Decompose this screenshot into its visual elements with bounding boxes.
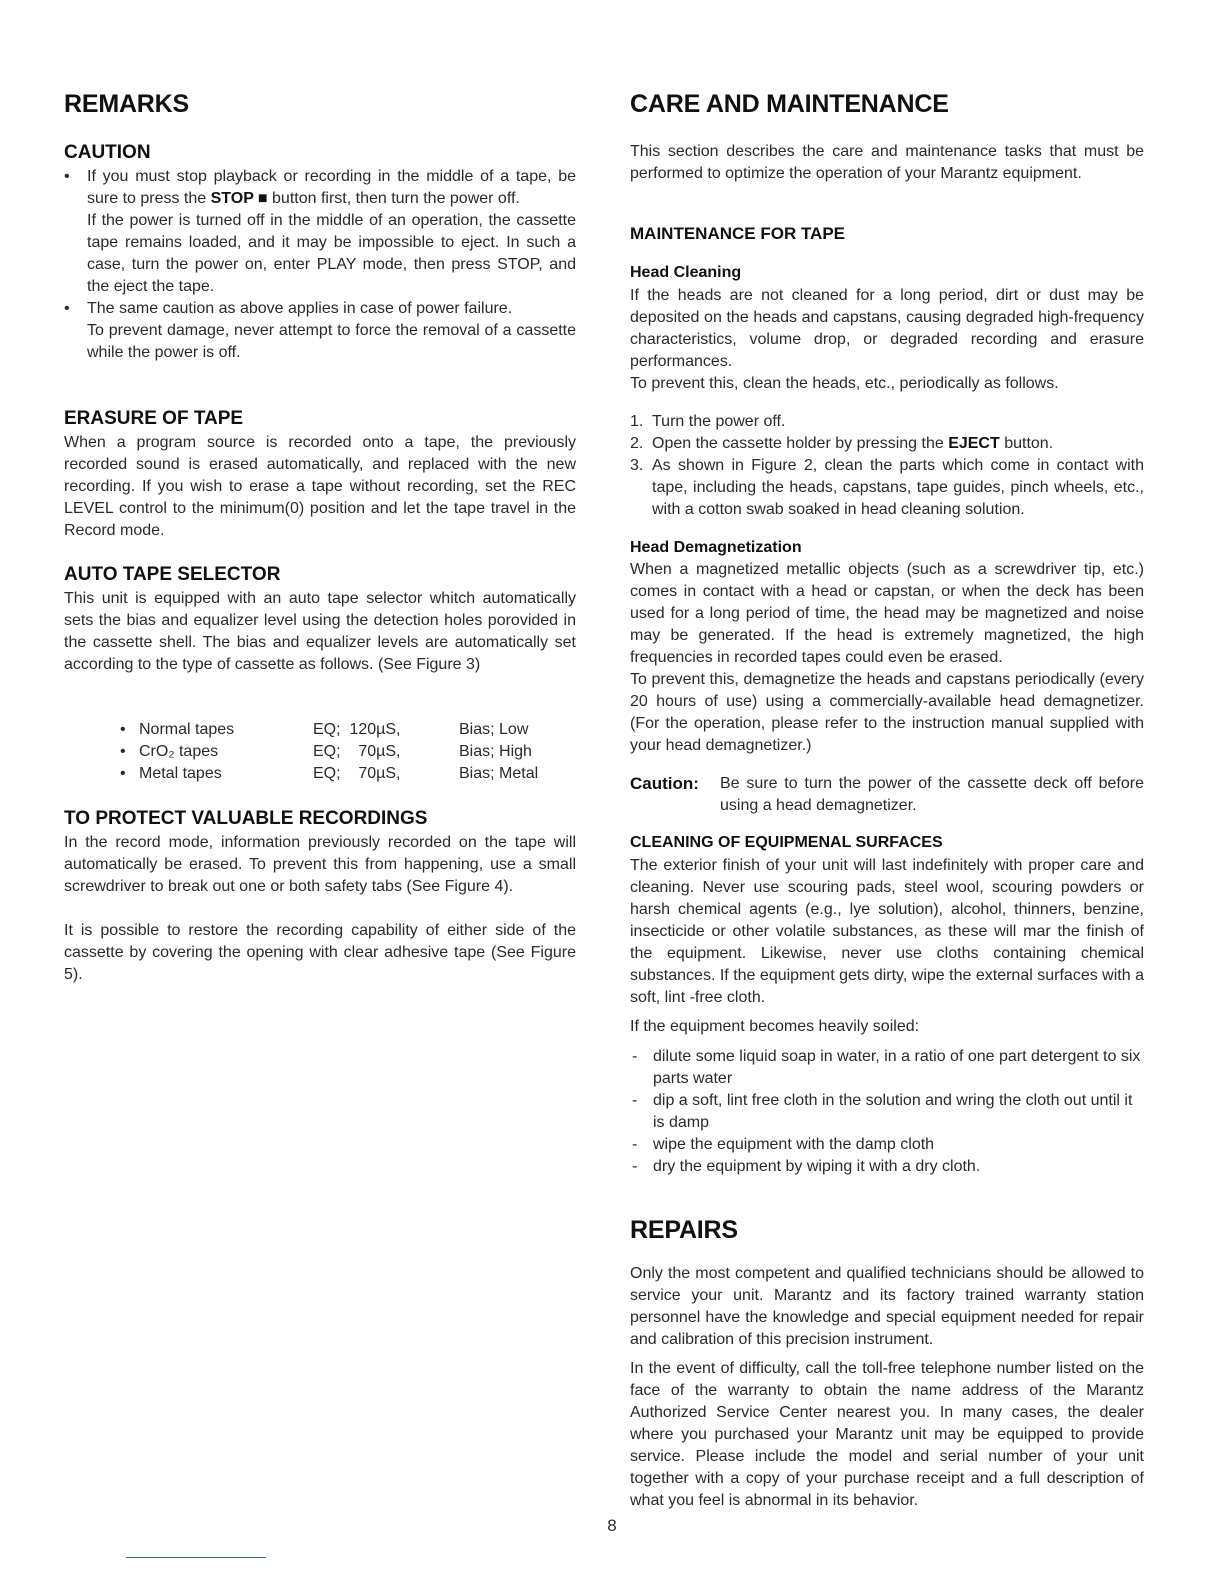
- cleaning-text-2: If the equipment becomes heavily soiled:: [630, 1018, 920, 1035]
- maintenance-heading: MAINTENANCE FOR TAPE: [630, 224, 846, 243]
- step-item: 3. As shown in Figure 2, clean the parts which come in contact with tape, including the heads, capstans, tape guides, pinch wheels, etc., with a cotton swab soaked in head cleaning solution.: [630, 457, 1144, 518]
- list-item: - wipe the equipment with the damp cloth: [630, 1134, 1144, 1156]
- caution-heading: CAUTION: [64, 142, 151, 163]
- stop-label: STOP: [210, 190, 254, 207]
- list-item: - dip a soft, lint free cloth in the solution and wring the cloth out until it is damp: [630, 1090, 1144, 1134]
- repairs-text-2: In the event of difficulty, call the toll-free telephone number listed on the face of the warranty to obtain the name address of the Marantz Authorized Service Center nearest you. In many cases, the dealer where you purchased your Marantz unit may be equipped to provide service. Please include the model and serial number of your unit together with a copy of your purchase receipt and a full description of what you feel is abnormal in its behavior.: [630, 1360, 1144, 1509]
- cleaning-heading: CLEANING OF EQUIPMENAL SURFACES: [630, 834, 943, 851]
- page-number: 8: [607, 1516, 617, 1535]
- list-item: - dilute some liquid soap in water, in a ratio of one part detergent to six parts water: [630, 1046, 1144, 1090]
- bullet-icon: •: [120, 765, 126, 782]
- protect-heading: TO PROTECT VALUABLE RECORDINGS: [64, 808, 428, 829]
- cleaning-steps-list: [630, 1046, 1144, 1178]
- step-item: 2. Open the cassette holder by pressing the EJECT button.: [630, 435, 1054, 452]
- list-item: - dry the equipment by wiping it with a dry cloth.: [630, 1156, 1144, 1178]
- stop-symbol-icon: ■: [257, 190, 268, 207]
- care-intro: This section describes the care and maintenance tasks that must be performed to optimize the operation of your Marantz equipment.: [630, 143, 1144, 182]
- head-cleaning-text-2: To prevent this, clean the heads, etc., periodically as follows.: [630, 375, 1059, 392]
- auto-tape-heading: AUTO TAPE SELECTOR: [64, 564, 281, 585]
- remarks-title: REMARKS: [64, 90, 189, 118]
- demag-text-2: To prevent this, demagnetize the heads and capstans periodically (every 20 hours of use) using a commercially-available head demagnetizer. (For the operation, please refer to the instruction manual supplied with your head demagnetizer.): [630, 671, 1144, 754]
- care-title: CARE AND MAINTENANCE: [630, 90, 949, 118]
- protect-text-2: It is possible to restore the recording capability of either side of the cassette by covering the opening with clear adhesive tape (See Figure 5).: [64, 922, 576, 983]
- cleaning-steps: [630, 411, 1144, 521]
- head-cleaning-text-1: If the heads are not cleaned for a long period, dirt or dust may be deposited on the heads and capstans, causing degraded high-frequency characteristics, volume drop, or degraded recording and erasure performances.: [630, 287, 1144, 370]
- cleaning-text-1: The exterior finish of your unit will last indefinitely with proper care and cleaning. Never use scouring pads, steel wool, scouring powders or harsh chemical agents (e.g., lye solution), alcohol, thinners, benzine, insecticide or other volatile substances, as these will mar the finish of the equipment. Likewise, never use cloths containing chemical substances. If the equipment gets dirty, wipe the external surfaces with a soft, lint -free cloth.: [630, 857, 1144, 1006]
- caution-list: [64, 166, 576, 364]
- eject-label: EJECT: [948, 435, 1000, 452]
- head-cleaning-heading: Head Cleaning: [630, 264, 742, 281]
- demag-caution: Caution: Be sure to turn the power of the cassette deck off before using a head demagnetizer.: [630, 774, 1144, 814]
- bullet-icon: •: [120, 743, 126, 760]
- bullet-icon: •: [120, 721, 126, 738]
- tape-row: • Normal tapes EQ; 120µS, Bias; Low: [120, 719, 580, 741]
- repairs-title: REPAIRS: [630, 1216, 738, 1244]
- erasure-heading: ERASURE OF TAPE: [64, 408, 244, 429]
- caution-label: Caution:: [630, 774, 699, 793]
- footer-divider: [126, 1557, 266, 1558]
- step-item: 1. Turn the power off.: [630, 413, 786, 430]
- tape-row: • CrO₂ tapes EQ; 70µS, Bias; High: [120, 741, 580, 763]
- repairs-text-1: Only the most competent and qualified technicians should be allowed to service your unit. Marantz and its factory trained warranty station personnel have the knowledge and special equipment needed for repair and calibration of this precision instrument.: [630, 1265, 1144, 1348]
- protect-text-1: In the record mode, information previously recorded on the tape will automatically be erased. To prevent this from happening, use a small screwdriver to break out one or both safety tabs (See Figure 4).: [64, 834, 576, 895]
- demag-heading: Head Demagnetization: [630, 539, 802, 556]
- tape-row: • Metal tapes EQ; 70µS, Bias; Metal: [120, 763, 580, 785]
- auto-tape-text: This unit is equipped with an auto tape selector whitch automatically sets the bias and equalizer level using the detection holes porovided in the cassette shell. The bias and equalizer levels are automatically set according to the type of cassette as follows. (See Figure 3): [64, 590, 576, 673]
- tape-types-table: [120, 719, 580, 785]
- erasure-text: When a program source is recorded onto a tape, the previously recorded sound is erased automatically, and replaced with the new recording. If you wish to erase a tape without recording, set the REC LEVEL control to the minimum(0) position and let the tape travel in the Record mode.: [64, 434, 576, 539]
- demag-text-1: When a magnetized metallic objects (such as a screwdriver tip, etc.) comes in contact with a head or capstan, or when the deck has been used for a long period of time, the head may be magnetized and noise may be generated. If the head is extremely magnetized, the high frequencies in recorded tapes could even be erased.: [630, 561, 1144, 666]
- right-column: [630, 0, 1144, 1509]
- caution-item: • The same caution as above applies in case of power failure. To prevent damage, never attempt to force the removal of a cassette while the power is off.: [64, 298, 576, 364]
- caution-item: • If you must stop playback or recording in the middle of a tape, be sure to press the STOP ■ button first, then turn the power off. If the power is turned off in the middle of an operation, the cassette tape remains loaded, and it may be impossible to eject. In such a case, turn the power on, enter PLAY mode, then press STOP, and the eject the tape.: [64, 166, 576, 298]
